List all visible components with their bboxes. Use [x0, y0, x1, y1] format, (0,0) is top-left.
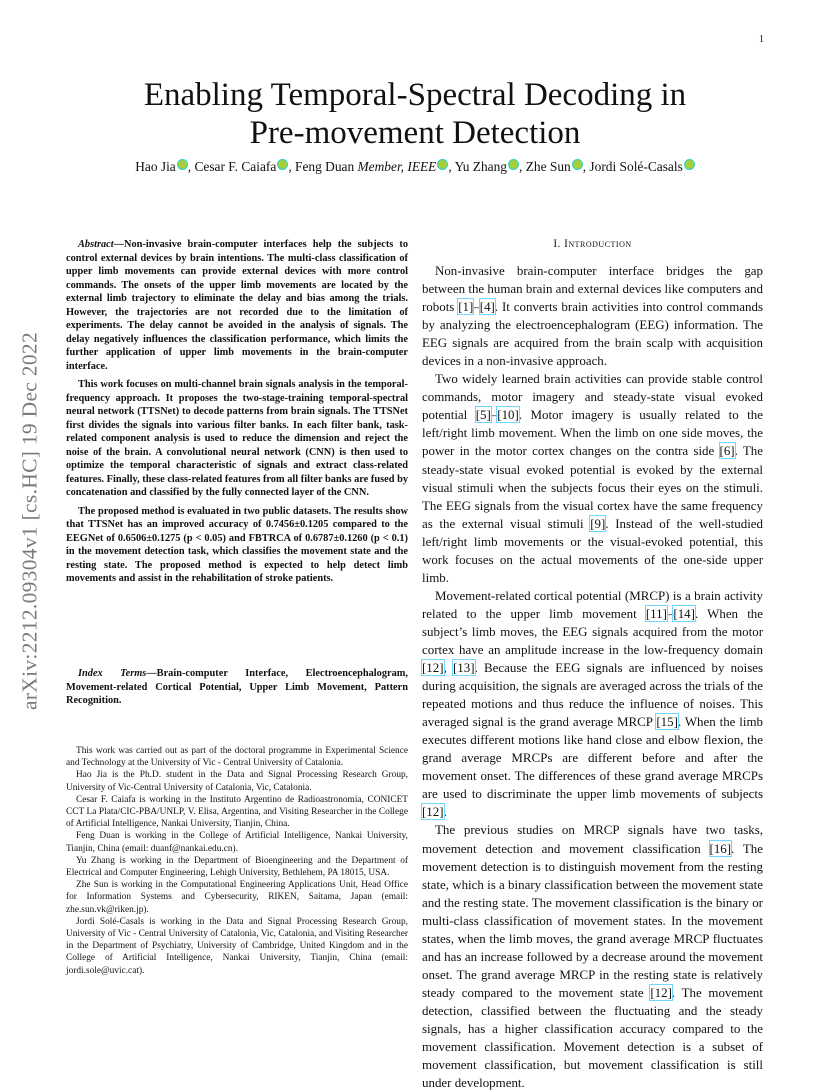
author-name: Zhe Sun [525, 159, 571, 174]
arxiv-stamp-text: arXiv:2212.09304v1 [cs.HC] 19 Dec 2022 [17, 331, 42, 710]
footnote: Cesar F. Caiafa is working in the Instituto Argentino de Radioastronomía, CONICET CCT La Plata/CIC-PBA/UNLP, V. Elisa, Argentina, and Visiting Researcher in the College of Artificial Intelligence, Nankai University, Tianjin, China. [66, 794, 408, 830]
citation-link[interactable]: [14] [673, 605, 695, 621]
citation-link[interactable]: [12] [422, 804, 444, 820]
citation-link[interactable]: [9] [590, 515, 606, 531]
arxiv-stamp [19, 283, 41, 758]
footnote: Feng Duan is working in the College of Artificial Intelligence, Nankai University, Tianjin, China (email: duanf@nankai.edu.cn). [66, 831, 408, 854]
citation-link[interactable]: [13] [453, 660, 475, 676]
index-terms-block [66, 662, 408, 708]
section-heading [422, 238, 763, 250]
footnotes-block [66, 745, 408, 977]
section-title: Introduction [564, 238, 632, 250]
index-terms: Index Terms—Brain-computer Interface, Electroencephalogram, Movement-related Cortical Potential, Upper Limb Movement, Pattern Recognition. [66, 668, 408, 706]
footnote: Hao Jia is the Ph.D. student in the Data and Signal Processing Research Group, University of Vic-Central University of Catalonia, Vic, Catalonia. [66, 770, 408, 793]
abstract-block [66, 238, 408, 586]
citation-link[interactable]: [12] [650, 984, 672, 1000]
citation-link[interactable]: [5] [475, 407, 491, 423]
orcid-icon[interactable] [684, 159, 695, 170]
orcid-icon[interactable] [508, 159, 519, 170]
abstract-paragraph-1: Abstract—Non-invasive brain-computer interfaces help the subjects to control external devices by brain intentions. The multi-class classification of upper limb movements can provide external devices with more control commands. The onsets of the upper limb movements are located by the external limb trajectory to eliminate the delay and bias among the trials. However, the trajectories are not recorded due to the limitation of experiments. The delay cannot be avoided in the analysis of signals. The delay negatively influences the classification performance, which limits the further application of upper limb movements in the brain-computer interface. [66, 239, 408, 372]
citation-link[interactable]: [4] [479, 299, 495, 315]
intro-paragraph-1: Non-invasive brain-computer interface bridges the gap between the human brain and external devices like computers and robots [1]–[4]. It converts brain activities into control commands by analyzing the electroencephalogram (EEG) information. The EEG signals are acquired from the brain scalp with acquisition devices in a non-invasive approach. [422, 263, 764, 369]
citation-link[interactable]: [15] [656, 714, 678, 730]
citation-link[interactable]: [11] [645, 605, 667, 621]
index-terms-label: Index Terms [78, 668, 147, 679]
author-name: Cesar F. Caiafa [194, 159, 277, 174]
section-number: I. [553, 238, 561, 250]
citation-link[interactable]: [6] [719, 443, 735, 459]
footnote: Zhe Sun is working in the Computational Engineering Applications Unit, Head Office for Information Systems and Cybersecurity, RIKEN, Saitama, Japan (email: zhe.sun.vk@riken.jp). [66, 880, 408, 915]
abstract-label: Abstract [78, 239, 114, 250]
orcid-icon[interactable] [177, 159, 188, 170]
citation-link[interactable]: [1] [458, 299, 474, 315]
paper-title [80, 76, 750, 152]
intro-paragraph-2: Two widely learned brain activities can provide stable control commands, motor imagery and steady-state visual evoked potential [5]–[10]. Motor imagery is usually related to the left/right limb movement. When the limb on one side moves, the power in the motor cortex changes on the contra side [6]. The steady-state visual evoked potential is evoked by the external visual stimuli when the subjects focus their eyes on the stimuli. The EEG signals from the visual cortex have the same frequency as the external visual stimuli [9]. Instead of the well-studied left/right limb movements or the visual-evoked potential, this work focuses on the actual movements of the one-side upper limb. [422, 371, 763, 585]
page-number: 1 [759, 34, 764, 45]
author-list: Hao Jia , Cesar F. Caiafa , Feng Duan Member, IEEE , Yu Zhang , Zhe Sun , Jordi Solé-Casals [60, 159, 770, 175]
author-name: Yu Zhang [454, 159, 507, 174]
footnote: Yu Zhang is working in the Department of Bioengineering and the Department of Electrical and Computer Engineering, Lehigh University, Bethlehem, PA 18015, USA. [66, 855, 408, 879]
abstract-paragraph-3: The proposed method is evaluated in two public datasets. The results show that TTSNet has an improved accuracy of 0.7456±0.1205 compared to the EEGNet of 0.6506±0.1275 (p < 0.05) and FBTRCA of 0.6787±0.1260 (p < 0.1) in the movement detection task, which classifies the movement state and the resting state. The proposed method is expected to help detect limb movements and assist in the rehabilitation of stroke patients. [66, 505, 408, 584]
orcid-icon[interactable] [572, 159, 583, 170]
author-membership: Member, IEEE [357, 159, 437, 174]
orcid-icon[interactable] [277, 159, 288, 170]
orcid-icon[interactable] [437, 159, 448, 170]
author-name: Hao Jia [135, 159, 176, 174]
citation-link[interactable]: [10] [497, 407, 519, 423]
author-name: Feng Duan [295, 159, 355, 174]
author-name: Jordi Solé-Casals [589, 159, 683, 174]
citation-link[interactable]: [16] [709, 840, 732, 856]
intro-paragraph-4: The previous studies on MRCP signals have two tasks, movement detection and movement classification [16]. The movement detection is to distinguish movement from the resting state, which is a binary classification between the movement state and the resting state. The movement classification is the binary or multi-class classification of movement states. In the movement states, when the limb moves, the grand average MRCP fluctuates and has an increase followed by a decrease around the movement onset. The grand average MRCP in the resting state is relatively steady compared to the movement state [12]. The movement detection, classified between the fluctuating and the steady signals, has a higher classification accuracy compared to the movement classification. Movement detection is a subset of movement classification, but movement classification is still under development. [422, 822, 763, 1091]
abstract-paragraph-2: This work focuses on multi-channel brain signals analysis in the temporal-frequency approach. It proposes the two-stage-training temporal-spectral neural network (TTSNet) to decode patterns from brain signals. The TTSNet first divides the signals into various filter banks. In each filter bank, task-related component analysis is used to reduce the dimension and reject the noise of the brain. A convolutional neural network (CNN) is then used to optimize the temporal characteristic of signals and extract class-related features. Finally, these class-related features from all filter banks are fused by concatenation and classified by the fully connected layer of the CNN. [66, 379, 408, 498]
citation-link[interactable]: [12] [422, 660, 444, 676]
intro-paragraph-3: Movement-related cortical potential (MRCP) is a brain activity related to the upper limb movement [11]–[14]. When the subject’s limb moves, the EEG signals acquired from the motor cortex have an amplitude increase in the low-frequency domain [12], [13]. Because the EEG signals are influenced by noises during acquisition, the signals are averaged across the trials of the repeated motions and thus reduce the influence of noises. This averaged signal is the grand average MRCP [15]. When the limb executes different motions like hand close and elbow flexion, the grand average MRCPs are different before and after the movement onset. The differences of these grand average MRCPs are used to discriminate the upper limb movements of subjects [12]. [422, 587, 764, 820]
footnote: Jordi Solé-Casals is working in the Data and Signal Processing Research Group, University of Vic - Central University of Catalonia, Vic, Catalonia, and Visiting Researcher in the Department of Psychiatry, University of Cambridge, United Kingdom and in the College of Artificial Intelligence, Nankai University, Tianjin, China (email: jordi.sole@uvic.cat). [66, 916, 408, 976]
title-line-2: Pre-movement Detection [249, 115, 581, 151]
introduction-column [422, 238, 763, 1092]
title-line-1: Enabling Temporal-Spectral Decoding in [143, 77, 687, 113]
footnote: This work was carried out as part of the doctoral programme in Experimental Science and Technology at the University of Vic - Central University of Catalonia. [66, 746, 408, 769]
